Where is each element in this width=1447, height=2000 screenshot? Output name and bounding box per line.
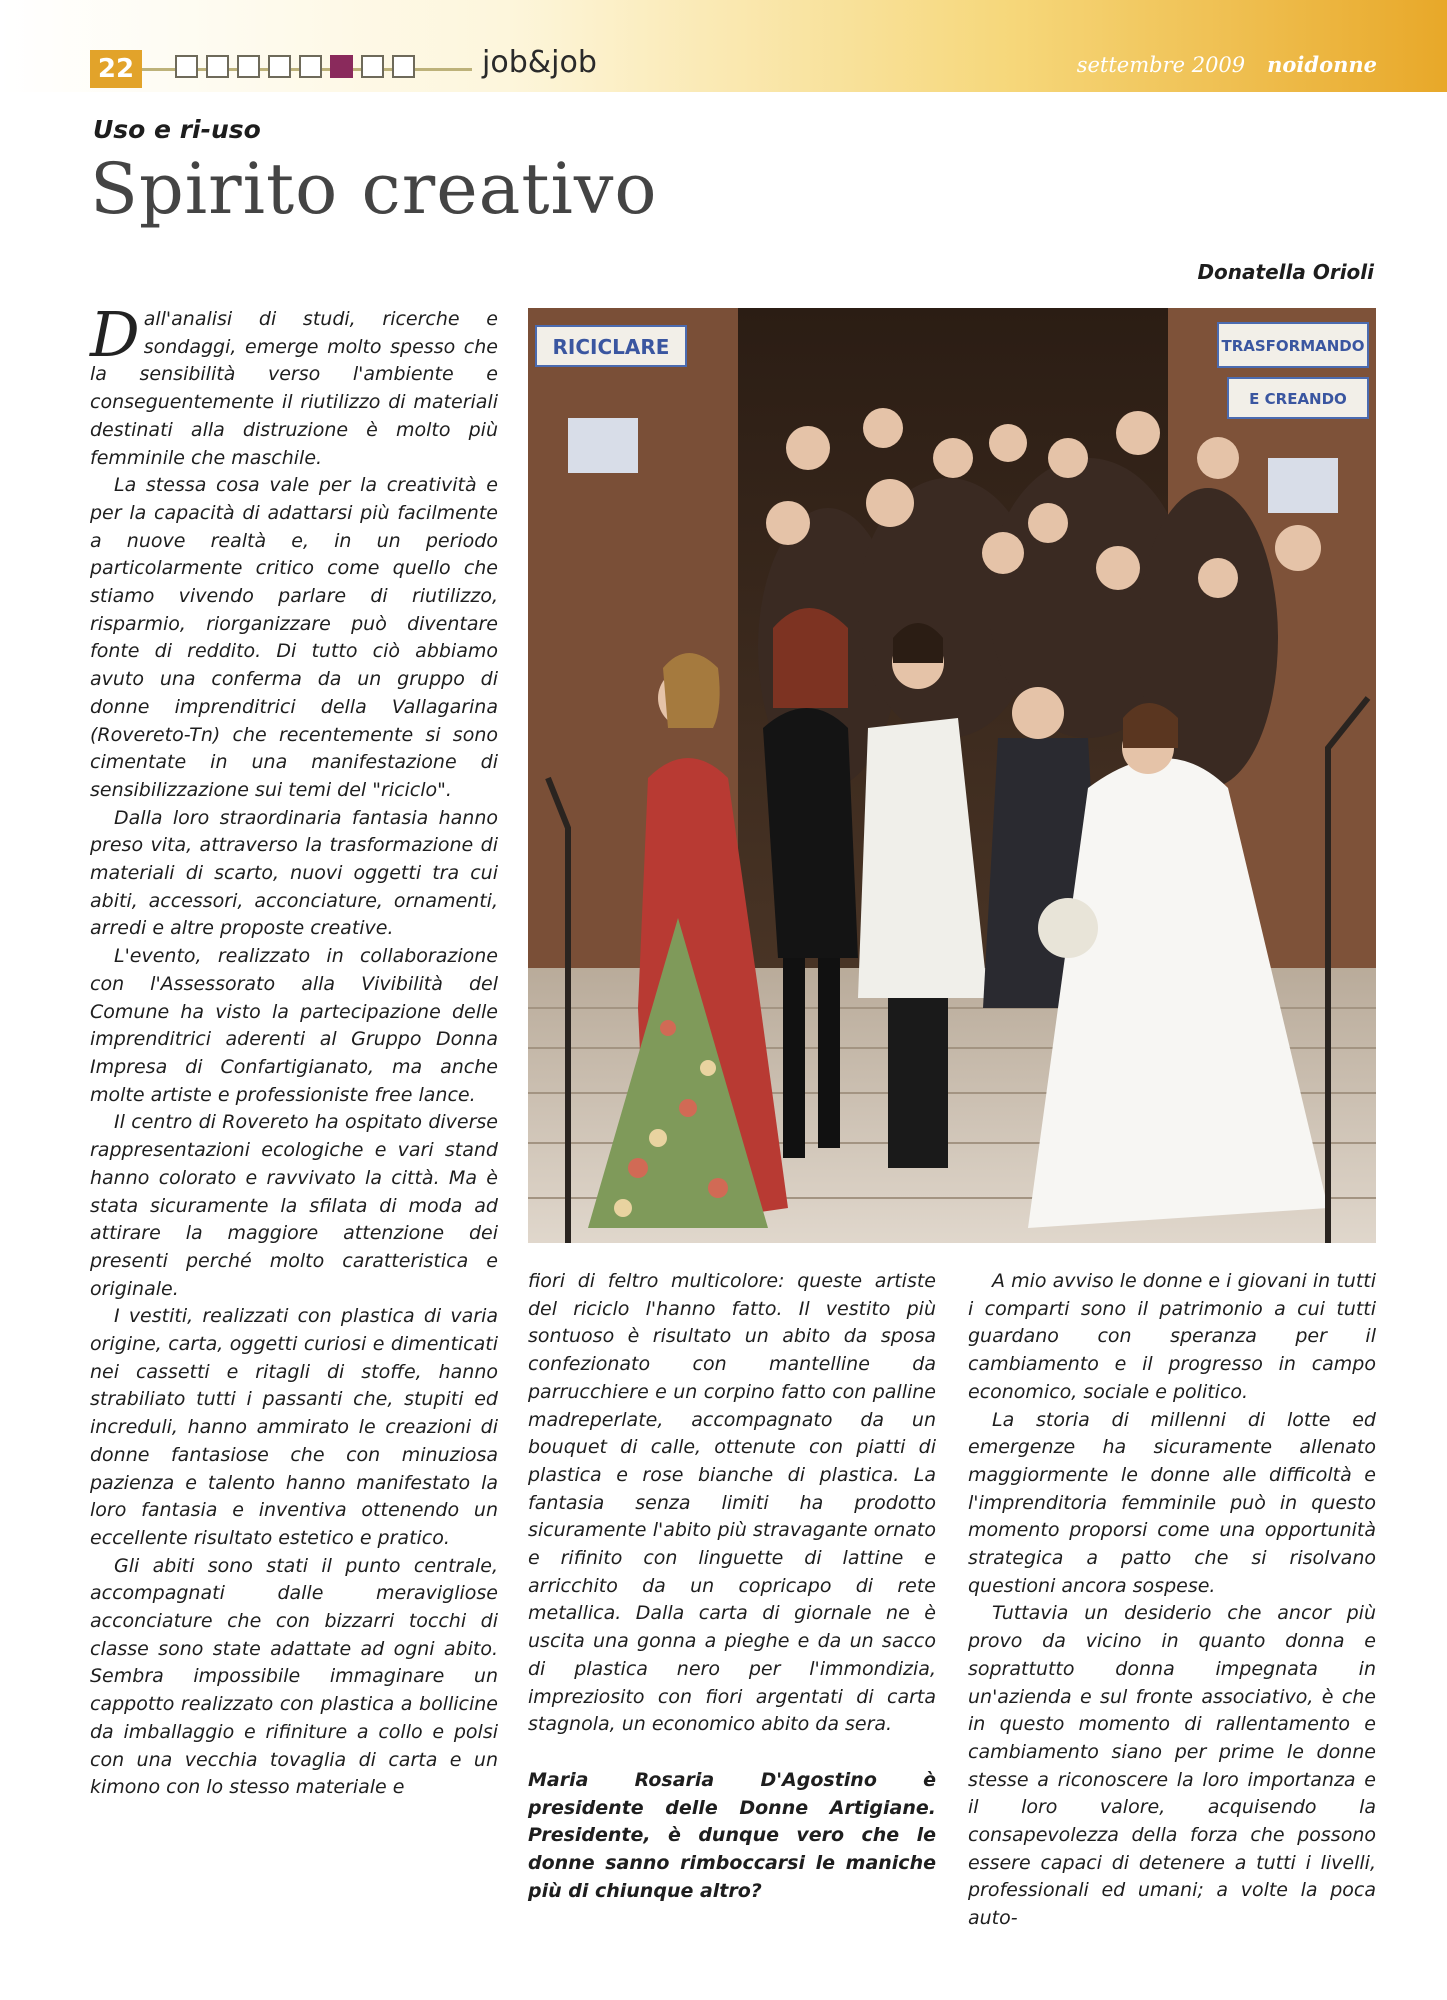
poster — [1268, 458, 1338, 513]
article-column-3 — [968, 1268, 1376, 1933]
section-box — [175, 55, 198, 78]
drop-cap: D — [90, 298, 140, 371]
event-photo — [528, 308, 1376, 1243]
paragraph: Gli abiti sono stati il punto centrale, accompagnati dalle meravigliose acconciature che con bizzarri tocchi di classe sono state adattate ad ogni abito. Sembra impossibile immaginare un cappotto realizzato con plastica a bollicine da imballaggio e rifiniture a collo e polsi con una vecchia tovaglia di carta e un kimono con lo stesso materiale e — [90, 1554, 498, 1799]
paragraph: La stessa cosa vale per la creatività e per la capacità di adattarsi più facilmente a nuove realtà e, in un periodo particolarmente critico come quello che stiamo vivendo parlare di riutilizzo, risparmio, riorganizzare può diventare fonte di reddito. Di tutto ciò abbiamo avuto una conferma da un gruppo di donne imprenditrici della Vallagarina (Rovereto-Tn) che recentemente si sono cimentate in una manifestazione di sensibilizzazione sui temi del "riciclo". — [90, 474, 498, 801]
interview-question: Maria Rosaria D'Agostino è presidente delle Donne Artigiane. Presidente, è dunque vero che le donne sanno rimboccarsi le maniche più di chiunque altro? — [528, 1768, 936, 1902]
section-box — [299, 55, 322, 78]
section-box — [361, 55, 384, 78]
photo-illustration — [528, 308, 1376, 1243]
section-box — [206, 55, 229, 78]
article-author: Donatella Orioli — [1197, 260, 1374, 284]
section-box — [392, 55, 415, 78]
section-name: job&job — [482, 45, 597, 80]
sign-right-text-1: TRASFORMANDO — [1221, 337, 1365, 355]
sign-right-text-2: E CREANDO — [1249, 390, 1347, 408]
header-band — [0, 0, 1447, 92]
section-box — [237, 55, 260, 78]
magazine-name: noidonne — [1267, 52, 1377, 77]
page-number: 22 — [90, 50, 142, 88]
poster — [568, 418, 638, 473]
issue-date: settembre 2009 — [1076, 53, 1246, 77]
sign-left-text: RICICLARE — [552, 335, 670, 359]
paragraph — [90, 298, 498, 472]
paragraph-text: all'analisi di studi, ricerche e sondaggi, emerge molto spesso che la sensibilità verso l'ambiente e conseguentemente il riutilizzo di materiali destinati alla distruzione è molto più femminile che maschile. — [90, 308, 498, 469]
section-box-active — [330, 55, 353, 78]
section-box — [268, 55, 291, 78]
paragraph: I vestiti, realizzati con plastica di varia origine, carta, oggetti curiosi e dimenticati nei cassetti e ritagli di stoffe, hanno strabiliato tutti i passanti che, stupiti ed increduli, hanno ammirato le creazioni di donne fantasiose che con minuziosa pazienza e talento hanno manifestato la loro fantasia e inventiva ottenendo un eccellente risultato estetico e pratico. — [90, 1305, 498, 1549]
paragraph: fiori di feltro multicolore: queste artiste del riciclo l'hanno fatto. Il vestito più sontuoso è risultato un abito da sposa confezionato con mantelline da parrucchiere e un corpino fatto con palline madreperlate, accompagnato da un bouquet di calle, ottenute con piatti di plastica e rose bianche di plastica. La fantasia senza limiti ha prodotto sicuramente l'abito più stravagante ornato e rifinito con linguette di lattine e arricchito da un copricapo di rete metallica. Dalla carta di giornale ne è uscita una gonna a pieghe e da un sacco di plastica nero per l'immondizia, impreziosito con fiori argentati di carta stagnola, un economico abito da sera. — [528, 1270, 936, 1736]
paragraph: Il centro di Rovereto ha ospitato diverse rappresentazioni ecologiche e vari stand hanno colorato e ravvivato la città. Ma è stata sicuramente la sfilata di moda ad attirare la maggiore attenzione dei presenti perché molto caratteristica e originale. — [90, 1111, 498, 1300]
article-title: Spirito creativo — [90, 148, 658, 230]
paragraph: L'evento, realizzato in collaborazione con l'Assessorato alla Vivibilità del Comune ha visto la partecipazione delle imprenditrici aderenti al Gruppo Donna Impresa di Confartigianato, ma anche molte artiste e professioniste free lance. — [90, 945, 498, 1106]
paragraph: Tuttavia un desiderio che ancor più provo da vicino in quanto donna e soprattutto donna impegnata in un'azienda e sul fronte associativo, è che in questo momento di rallentamento e cambiamento siano per prime le donne stesse a riconoscere la loro importanza e il loro valore, acquisendo la consapevolezza della forza che possono essere capaci di detenere a tutti i livelli, professionali ed umani; a volte la poca auto- — [968, 1602, 1376, 1930]
paragraph: La storia di millenni di lotte ed emergenze ha sicuramente allenato maggiormente le donne alle difficoltà e l'imprenditoria femminile può in questo momento proporsi come una opportunità strategica a patto che si risolvano questioni ancora sospese. — [968, 1408, 1376, 1597]
paragraph: A mio avviso le donne e i giovani in tutti i comparti sono il patrimonio a cui tutti guardano con speranza per il cambiamento e il progresso in campo economico, sociale e politico. — [968, 1270, 1376, 1403]
black-dress — [763, 708, 858, 958]
section-indicator — [175, 55, 415, 78]
article-kicker: Uso e ri-uso — [93, 115, 261, 144]
issue-info — [1077, 52, 1377, 77]
article-column-1 — [90, 298, 498, 1802]
article-column-2 — [528, 1268, 936, 1905]
paragraph: Dalla loro straordinaria fantasia hanno preso vita, attraverso la trasformazione di materiali di scarto, nuovi oggetti tra cui abiti, accessori, acconciature, ornamenti, arredi e altre proposte creative. — [90, 806, 498, 940]
